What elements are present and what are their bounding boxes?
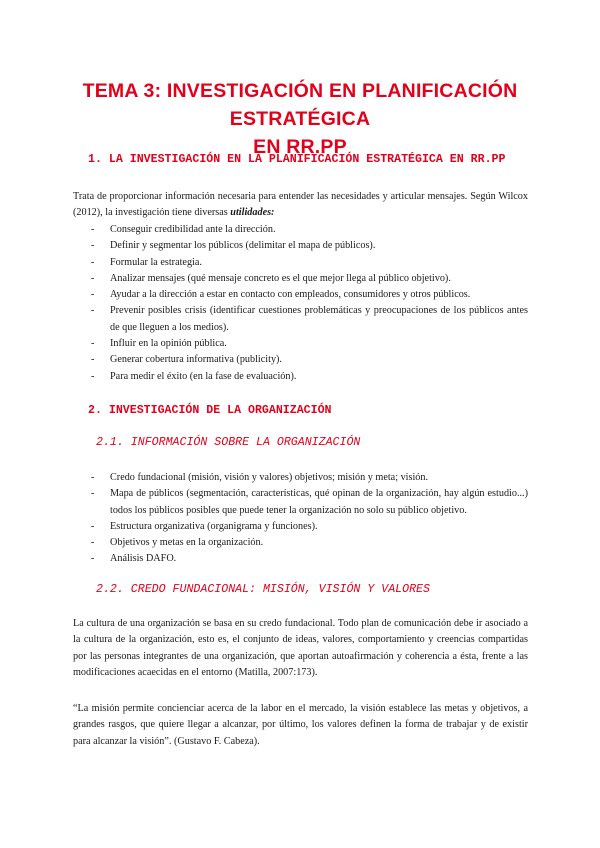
document-title bbox=[60, 77, 540, 161]
list-item: - Para medir el éxito (en la fase de evaluación). bbox=[91, 370, 297, 382]
section-2-1-heading: 2.1. INFORMACIÓN SOBRE LA ORGANIZACIÓN bbox=[96, 436, 361, 449]
list-item: - Formular la estrategia. bbox=[91, 256, 202, 268]
list-item: - Prevenir posibles crisis (identificar cuestiones problemáticas y preocupaciones de los públicos antes de que lleguen a los medios). bbox=[91, 305, 528, 333]
intro-text: Trata de proporcionar información necesaria para entender las necesidades y articular mensajes. Según Wilcox (2012), la investigación tiene diversas bbox=[73, 191, 528, 219]
culture-paragraph: La cultura de una organización se basa en su credo fundacional. Todo plan de comunicación debe ir asociado a la cultura de la organización, esto es, el conjunto de ideas, valores, comportamiento y creencias compartidas por las personas integrantes de una organización, que aportan autoafirmación y coherencia a ésta, frente a las modificaciones acaecidas en el entorno (Matilla, 2007:173). bbox=[73, 618, 528, 678]
section-1-intro bbox=[73, 189, 528, 222]
list-item: - Analizar mensajes (qué mensaje concreto es el que mejor llega al público objetivo). bbox=[91, 272, 451, 284]
list-item: - Estructura organizativa (organigrama y funciones). bbox=[91, 520, 318, 532]
list-item: - Objetivos y metas en la organización. bbox=[91, 537, 264, 549]
list-item: - Conseguir credibilidad ante la dirección. bbox=[91, 224, 276, 235]
title-line-2: EN RR.PP bbox=[253, 136, 347, 158]
list-item: - Credo fundacional (misión, visión y valores) objetivos; misión y meta; visión. bbox=[91, 472, 429, 483]
list-item: - Influir en la opinión pública. bbox=[91, 338, 227, 350]
list-item: - Análisis DAFO. bbox=[91, 553, 177, 565]
list-item: - Generar cobertura informativa (publicity). bbox=[91, 354, 282, 366]
section-1-list bbox=[73, 222, 528, 385]
list-item: - Mapa de públicos (segmentación, características, qué opinan de la organización, hay algún estudio...) todos los públicos posibles que puede tener la organización no solo su público objetivo. bbox=[91, 488, 528, 516]
section-2-1-list bbox=[73, 470, 528, 568]
list-item: - Definir y segmentar los públicos (delimitar el mapa de públicos). bbox=[91, 240, 376, 252]
list-item: - Ayudar a la dirección a estar en contacto con empleados, consumidores y otros públicos. bbox=[91, 289, 471, 301]
section-2-heading: 2. INVESTIGACIÓN DE LA ORGANIZACIÓN bbox=[88, 404, 332, 417]
intro-emphasis: utilidades: bbox=[230, 207, 275, 219]
section-2-2-heading: 2.2. CREDO FUNDACIONAL: MISIÓN, VISIÓN Y VALORES bbox=[96, 583, 430, 596]
title-line-1: TEMA 3: INVESTIGACIÓN EN PLANIFICACIÓN ESTRATÉGICA bbox=[82, 80, 518, 130]
quote-paragraph: “La misión permite concienciar acerca de la labor en el mercado, la visión establece las metas y objetivos, a grandes rasgos, que quiere llegar a alcanzar, por último, los valores definen la forma de trabajar y de existir para alcanzar la visión”. (Gustavo F. Cabeza). bbox=[73, 703, 528, 747]
section-1-heading: 1. LA INVESTIGACIÓN EN LA PLANIFICACIÓN ESTRATÉGICA EN RR.PP bbox=[88, 153, 506, 166]
